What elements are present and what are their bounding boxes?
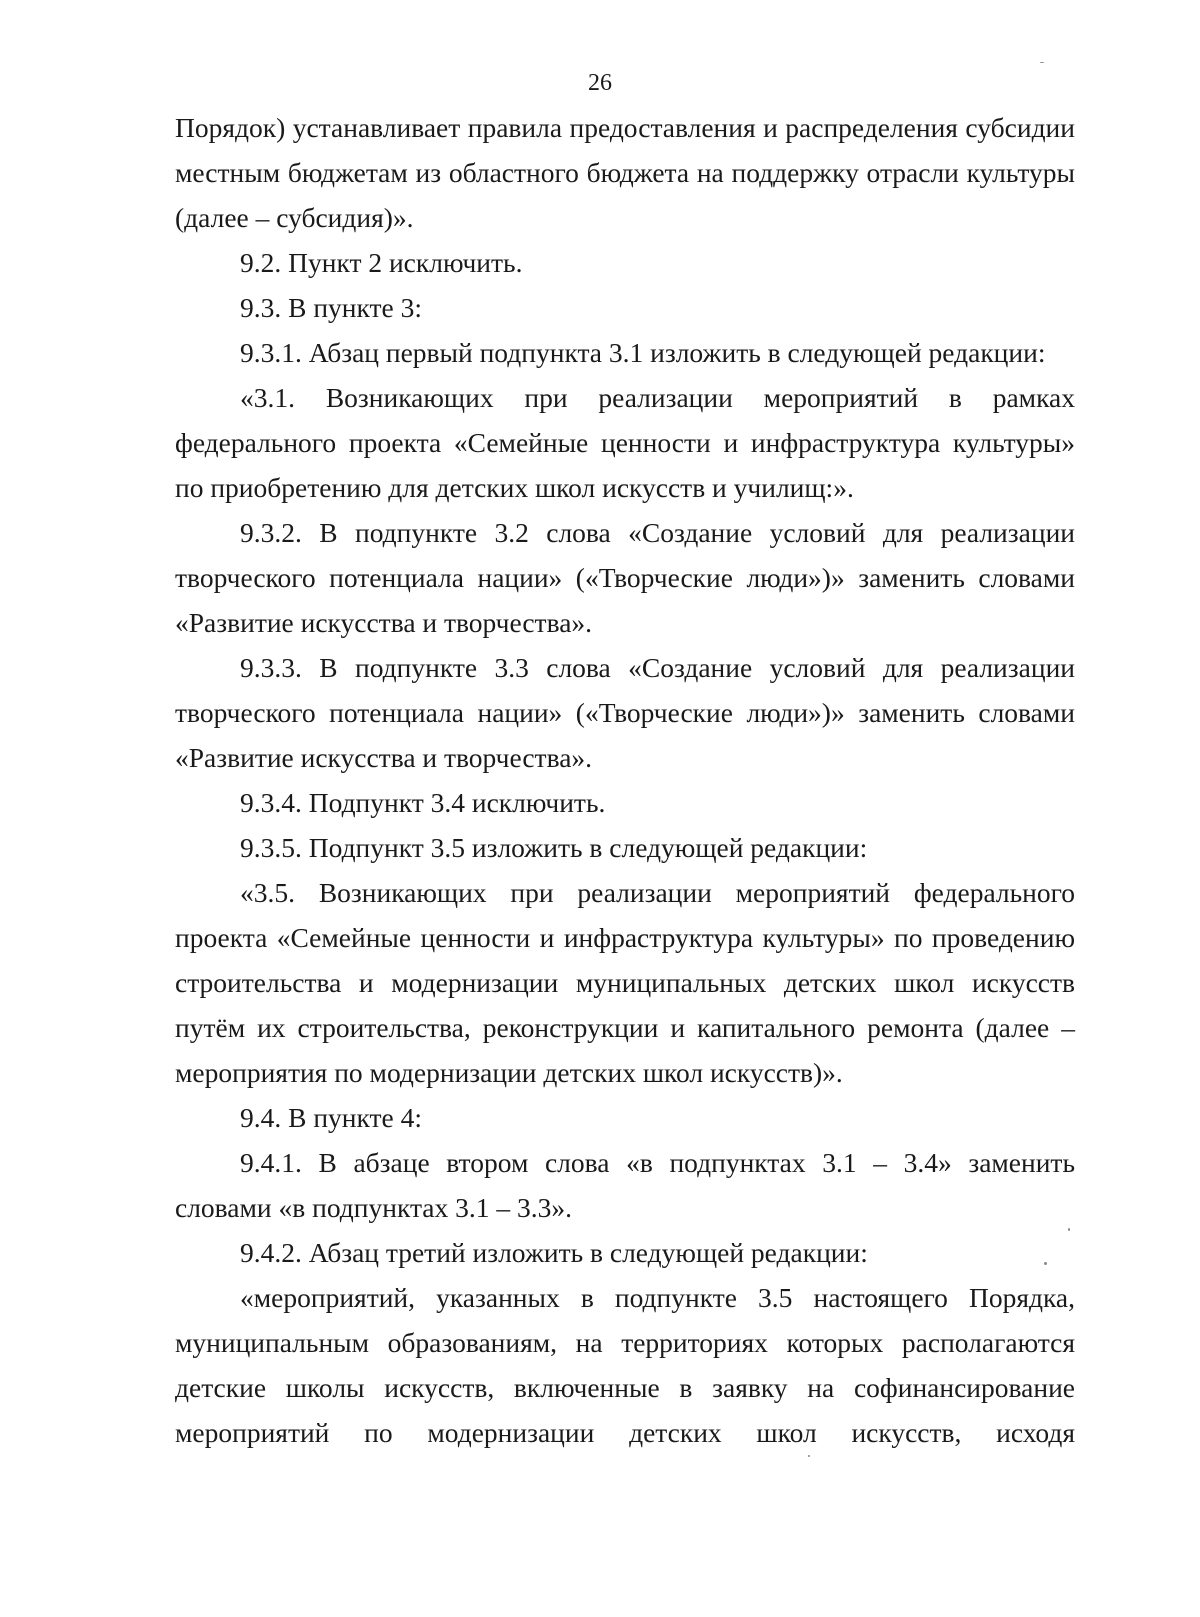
- paragraph-continuation: Порядок) устанавливает правила предоставления и распределения субсидии местным бюджетам из областного бюджета на поддержку отрасли культуры (далее – субсидия)».: [175, 112, 1075, 233]
- paragraph-9-2: 9.2. Пункт 2 исключить.: [240, 247, 523, 278]
- scan-speck: [1044, 1262, 1047, 1265]
- paragraph-9-4-2: 9.4.2. Абзац третий изложить в следующей редакции:: [240, 1237, 868, 1268]
- paragraph-quote-3-1: «3.1. Возникающих при реализации мероприятий в рамках федерального проекта «Семейные ценности и инфраструктура культуры» по приобретению для детских школ искусств и училищ:».: [175, 382, 1075, 503]
- paragraph-9-4: 9.4. В пункте 4:: [240, 1102, 423, 1133]
- paragraph-quote-3-5: «3.5. Возникающих при реализации мероприятий федерального проекта «Семейные ценности и инфраструктура культуры» по проведению строительства и модернизации муниципальных детских школ искусств путём их строительства, реконструкции и капитального ремонта (далее – мероприятия по модернизации детских школ искусств)».: [175, 877, 1075, 1088]
- scan-speck: [1068, 1228, 1070, 1231]
- scan-speck: [808, 1455, 810, 1457]
- paragraph-9-3-2: 9.3.2. В подпункте 3.2 слова «Создание условий для реализации творческого потенциала нации» («Творческие люди»)» заменить словами «Развитие искусства и творчества».: [175, 517, 1075, 638]
- paragraph-9-3-1: 9.3.1. Абзац первый подпункта 3.1 изложить в следующей редакции:: [240, 337, 1046, 368]
- page-number: 26: [588, 70, 612, 96]
- paragraph-9-3: 9.3. В пункте 3:: [240, 292, 423, 323]
- paragraph-9-3-3: 9.3.3. В подпункте 3.3 слова «Создание условий для реализации творческого потенциала нации» («Творческие люди»)» заменить словами «Развитие искусства и творчества».: [175, 652, 1075, 773]
- paragraph-9-3-5: 9.3.5. Подпункт 3.5 изложить в следующей редакции:: [240, 832, 868, 863]
- document-body: [175, 105, 1075, 1455]
- scan-speck: [1040, 62, 1044, 63]
- paragraph-9-4-1: 9.4.1. В абзаце втором слова «в подпунктах 3.1 – 3.4» заменить словами «в подпунктах 3.1 – 3.3».: [175, 1147, 1075, 1223]
- paragraph-quote-activities: «мероприятий, указанных в подпункте 3.5 настоящего Порядка, муниципальным образованиям, на территориях которых располагаются детские школы искусств, включенные в заявку на софинансирование мероприятий по модернизации детских школ искусств, исходя: [175, 1282, 1075, 1448]
- paragraph-9-3-4: 9.3.4. Подпункт 3.4 исключить.: [240, 787, 606, 818]
